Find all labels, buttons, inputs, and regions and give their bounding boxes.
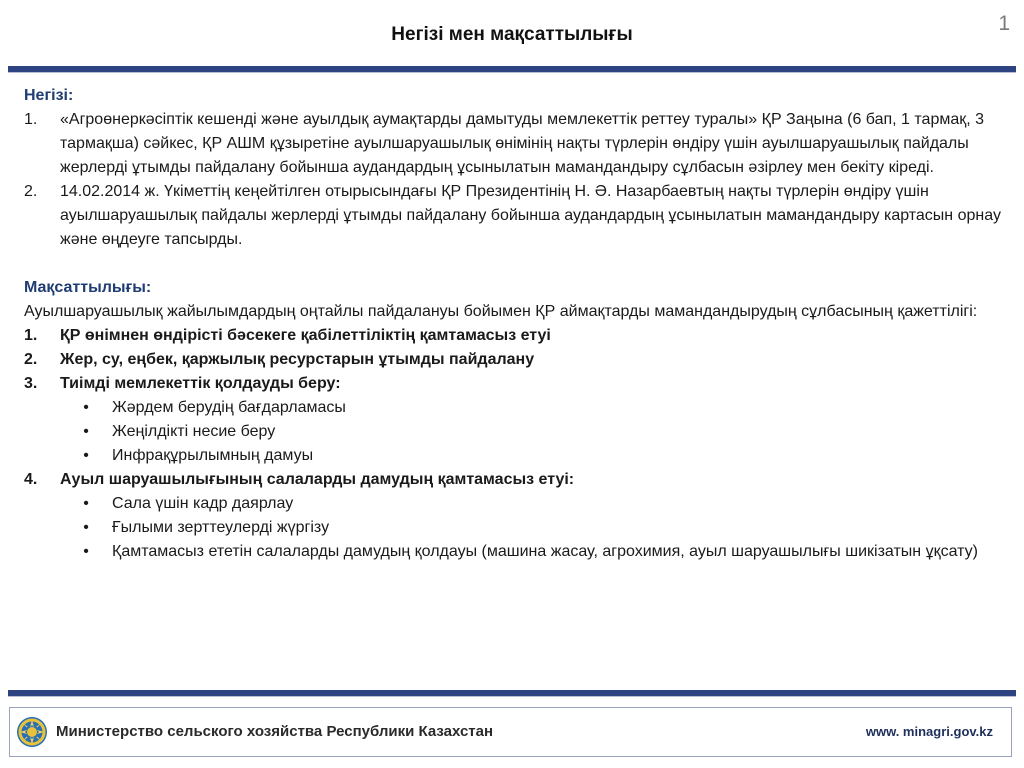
- goal-text: ҚР өнімнен өндірісті бәсекеге қабілеттіліктің қамтамасыз етуі: [60, 327, 551, 344]
- bullet-item: [24, 540, 1004, 564]
- section-spacer: [24, 252, 1004, 276]
- website-link[interactable]: www. minagri.gov.kz: [865, 724, 993, 739]
- bullet-item: [24, 516, 1004, 540]
- goal-item: [24, 324, 1004, 348]
- kazakhstan-emblem-icon: [16, 716, 48, 748]
- purpose-intro: Ауылшаруашылық жайылымдардың оңтайлы пайдалануы бойымен ҚР аймақтарды мамандандырудың сұлбасының қажеттілігі:: [24, 303, 978, 320]
- goal-item: [24, 372, 1004, 396]
- basis-item-text: «Агроөнеркәсіптік кешенді және ауылдық аумақтарды дамытуды мемлекеттік реттеу туралы» ҚР Заңына (6 бап, 1 тармақ, 3 тармақша) сәйкес, ҚР АШМ құзыретіне ауылшаруашылық өнімінің нақты түрлерін өндіру үшін ауылшаруашылық пайдалы жерлерді ұтымды пайдалану бойынша аудандардың ұсынылатын мамандандыру сұлбасын әзірлеу мен бекіту кіреді.: [60, 111, 985, 176]
- goal-text: Тиімді мемлекеттік қолдауды беру:: [60, 375, 341, 392]
- bullet-text: Жеңілдікті несие беру: [112, 423, 276, 440]
- basis-item-number: 2.: [24, 183, 38, 200]
- bullet-item: [24, 492, 1004, 516]
- bullet-icon: •: [83, 495, 89, 512]
- bullet-text: Инфрақұрылымның дамуы: [112, 447, 314, 464]
- goal-text: Ауыл шаруашылығының салаларды дамудың қамтамасыз етуі:: [60, 471, 575, 488]
- goal-item: [24, 468, 1004, 492]
- bullet-item: [24, 396, 1004, 420]
- footer-bar: [9, 707, 1012, 757]
- goal-text: Жер, су, еңбек, қаржылық ресурстарын ұтымды пайдалану: [60, 351, 535, 368]
- bottom-divider: [8, 690, 1016, 697]
- bullet-icon: •: [83, 423, 89, 440]
- bullet-text: Қамтамасыз ететін салаларды дамудың қолдауы (машина жасау, агрохимия, ауыл шаруашылығы шикізатын ұқсату): [112, 543, 978, 560]
- goal-number: 3.: [24, 375, 38, 392]
- bullet-text: Жәрдем берудің бағдарламасы: [112, 399, 346, 416]
- basis-item-number: 1.: [24, 111, 38, 128]
- bullet-item: [24, 444, 1004, 468]
- purpose-heading: Мақсаттылығы:: [24, 279, 152, 296]
- goal-number: 4.: [24, 471, 38, 488]
- bullet-icon: •: [83, 519, 89, 536]
- goal-item: [24, 348, 1004, 372]
- bullet-icon: •: [83, 399, 89, 416]
- goal-number: 2.: [24, 351, 38, 368]
- basis-item: [24, 108, 1004, 180]
- bullet-icon: •: [83, 543, 89, 560]
- top-divider: [8, 66, 1016, 73]
- basis-heading: Негізі:: [24, 87, 74, 104]
- bullet-text: Сала үшін кадр даярлау: [112, 495, 294, 512]
- basis-item: [24, 180, 1004, 252]
- bullet-icon: •: [83, 447, 89, 464]
- ministry-name: Министерство сельского хозяйства Республики Казахстан: [56, 723, 494, 740]
- goal-number: 1.: [24, 327, 38, 344]
- slide-content: [24, 84, 1004, 564]
- slide-title: Негізі мен мақсаттылығы: [391, 24, 633, 45]
- page-number: 1: [998, 12, 1010, 35]
- bullet-item: [24, 420, 1004, 444]
- bullet-text: Ғылыми зерттеулерді жүргізу: [112, 519, 330, 536]
- basis-item-text: 14.02.2014 ж. Үкіметтің кеңейтілген отырысындағы ҚР Президентінің Н. Ә. Назарбаевтың нақты түрлерін өндіру үшін ауылшаруашылық пайдалы жерлерді ұтымды пайдалану бойынша аудандардың ұсынылатын мамандандыру картасын орнау және өңдеуге тапсырды.: [60, 183, 1001, 248]
